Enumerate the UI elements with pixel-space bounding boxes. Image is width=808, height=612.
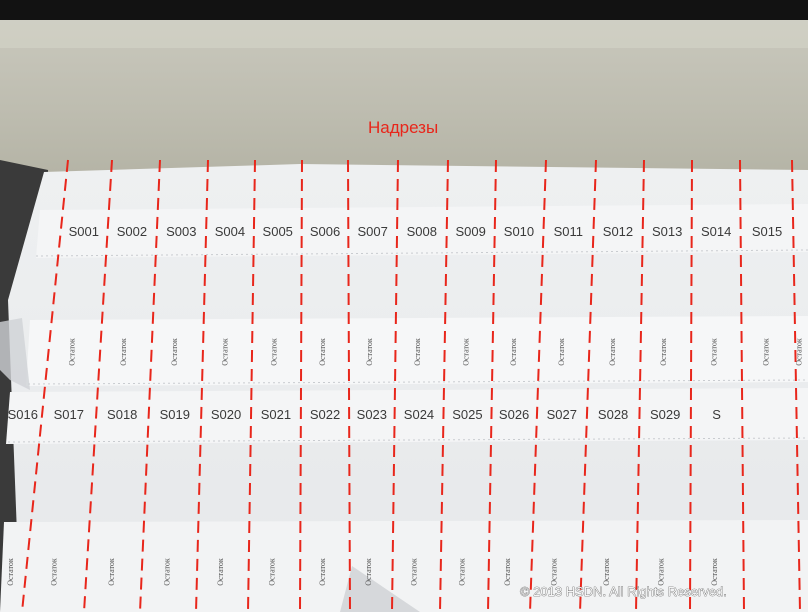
remainder-label: Остаток: [508, 338, 518, 366]
label-row2-7: S023: [356, 407, 388, 422]
label-row2-6: S022: [309, 407, 341, 422]
label-row-2: [8, 407, 722, 422]
label-row2-11: S027: [546, 407, 578, 422]
label-row2-4: S020: [210, 407, 242, 422]
remainder-label: Остаток: [761, 338, 771, 366]
remainder-label: Остаток: [318, 558, 327, 586]
label-row2-5: S021: [260, 407, 292, 422]
remainder-label: Остаток: [67, 338, 77, 366]
remainder-label: Остаток: [557, 338, 567, 366]
remainder-label: Остаток: [162, 558, 172, 586]
label-row1-10: S011: [553, 224, 584, 239]
remainder-label: Остаток: [457, 558, 467, 586]
remainder-label: Остаток: [267, 558, 277, 586]
remainder-label: Остаток: [607, 338, 617, 366]
remainder-label: Остаток: [215, 558, 225, 586]
label-row1-11: S012: [602, 224, 634, 239]
remainder-label: Остаток: [658, 338, 668, 366]
remainder-label: Остаток: [794, 338, 804, 366]
label-row1-14: S015: [751, 224, 783, 239]
label-row1-8: S009: [455, 224, 486, 239]
remainder-label: Остаток: [709, 558, 719, 586]
label-row1-1: S002: [116, 224, 148, 239]
remainder-label: Остаток: [49, 558, 59, 586]
label-row-1: [69, 224, 783, 239]
remainder-label: Остаток: [318, 338, 327, 366]
label-row1-2: S003: [166, 224, 197, 239]
label-row1-13: S014: [700, 224, 732, 239]
label-row2-1: S017: [53, 407, 84, 422]
remainder-label: Остаток: [220, 338, 230, 366]
label-row1-7: S008: [406, 224, 438, 239]
label-row2-13: S029: [649, 407, 681, 422]
remainder-label: Остаток: [107, 558, 117, 586]
label-row2-2: S018: [107, 407, 138, 422]
remainder-label: Остаток: [6, 558, 16, 586]
remainder-label: Остаток: [503, 558, 513, 586]
label-row2-0: S016: [7, 407, 39, 422]
cuts-title: Надрезы: [368, 118, 439, 137]
label-row1-6: S007: [357, 224, 388, 239]
label-row1-9: S010: [503, 224, 535, 239]
remainder-label: Остаток: [170, 338, 180, 366]
label-row1-5: S006: [309, 224, 341, 239]
remainder-label: Остаток: [709, 338, 719, 366]
remainder-label: Остаток: [413, 338, 423, 366]
remainder-label: Остаток: [118, 338, 128, 366]
label-row1-4: S005: [262, 224, 293, 239]
label-row2-12: S028: [597, 407, 629, 422]
label-row1-0: S001: [68, 224, 99, 239]
remainder-label: Остаток: [365, 338, 375, 366]
remainder-label: Остаток: [409, 558, 419, 586]
remainder-label: Остаток: [602, 558, 612, 586]
remainder-label: Остаток: [656, 558, 666, 586]
label-row2-9: S025: [452, 407, 483, 422]
label-row2-3: S019: [159, 407, 191, 422]
copyright-watermark: © 2013 HSDN. All Rights Reserved.: [520, 584, 727, 599]
remainder-label: Остаток: [549, 558, 559, 586]
remainder-label: Остаток: [461, 338, 471, 366]
label-row1-3: S004: [214, 224, 246, 239]
label-row2-10: S026: [498, 407, 530, 422]
remainder-label: Остаток: [269, 338, 279, 366]
label-row1-12: S013: [651, 224, 683, 239]
remainder-label: Остаток: [364, 558, 374, 586]
label-row2-8: S024: [403, 407, 435, 422]
label-row2-14: S: [712, 407, 721, 422]
